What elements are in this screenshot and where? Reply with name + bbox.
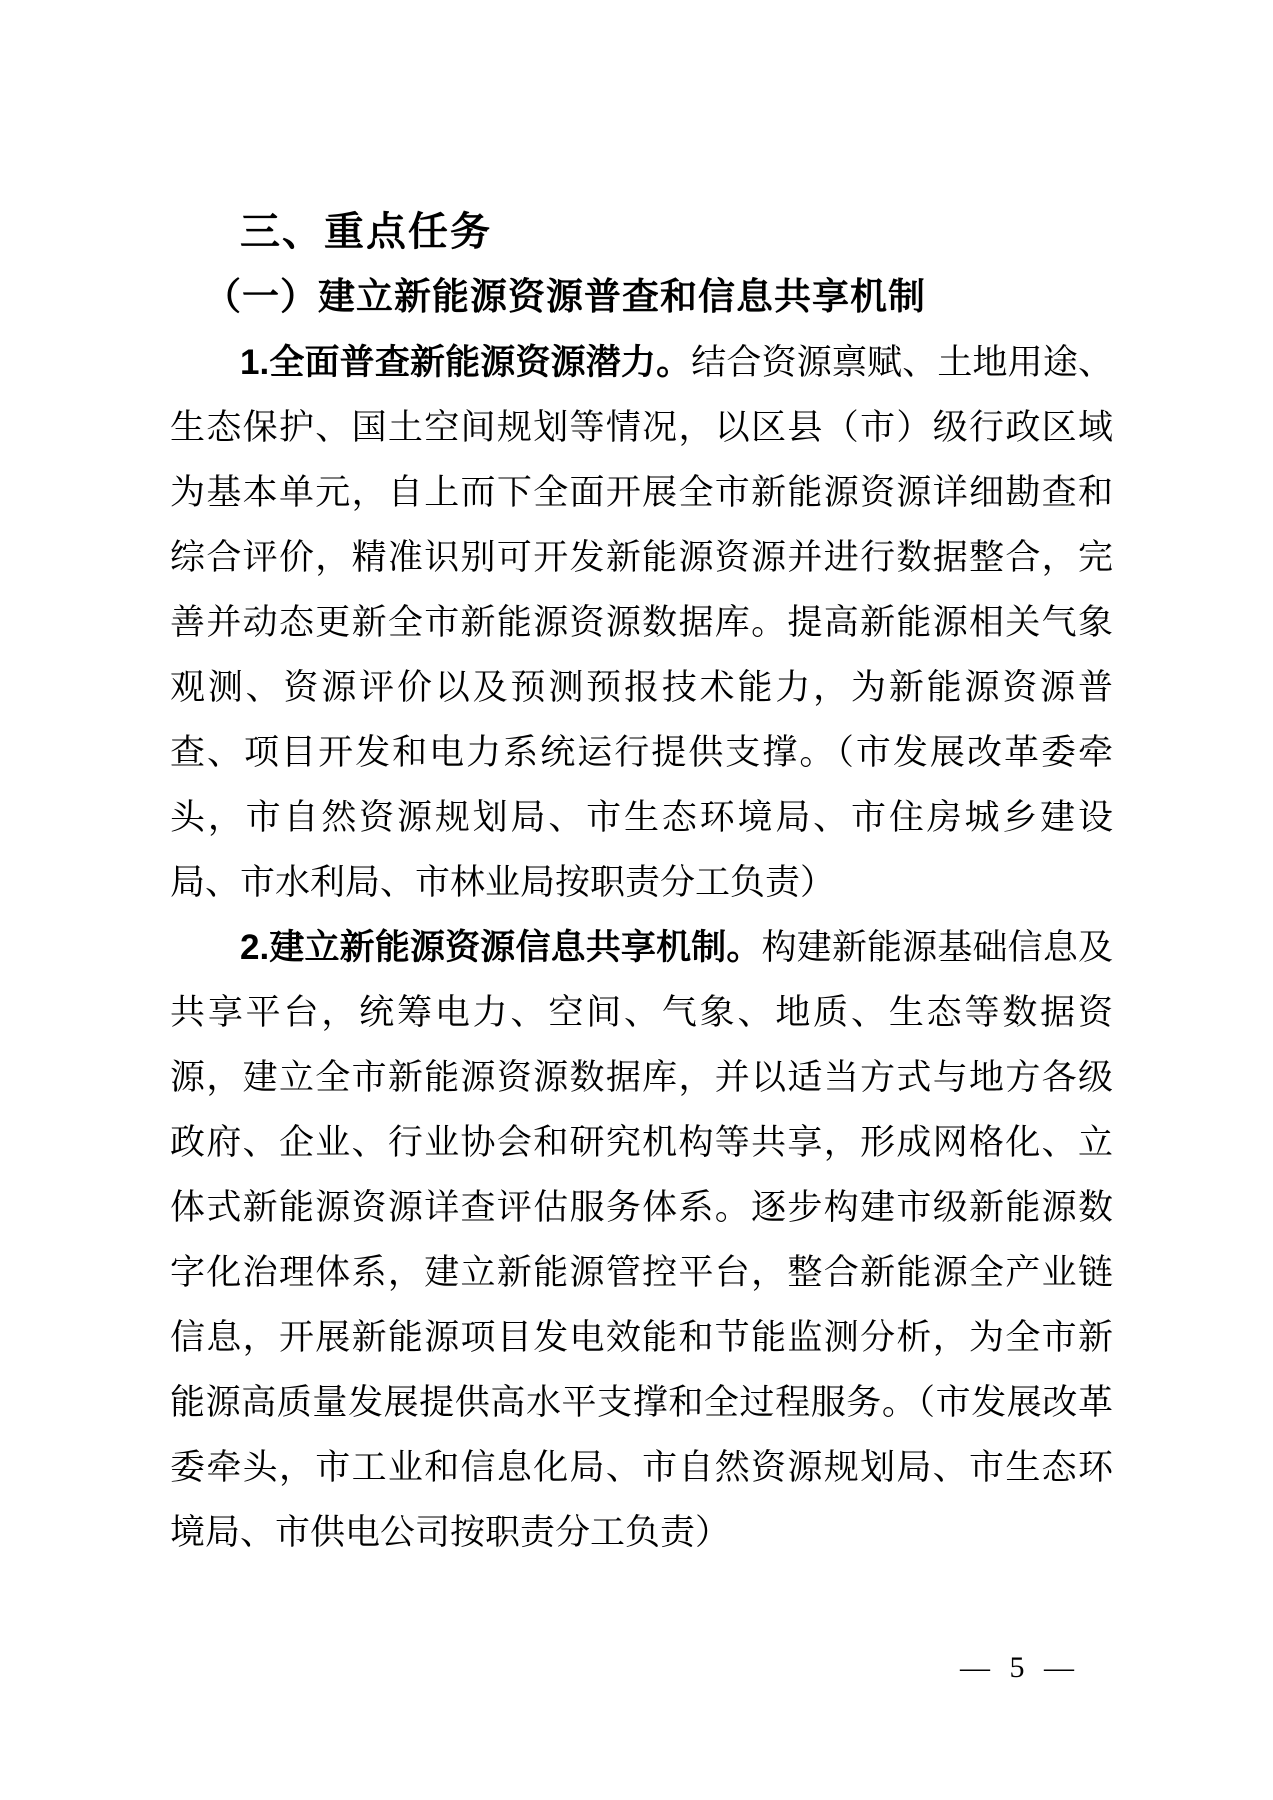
paragraph-1-body: 结合资源禀赋、土地用途、生态保护、国土空间规划等情况，以区县（市）级行政区域为基本单元，自上而下全面开展全市新能源资源详细勘查和综合评价，精准识别可开发新能源资源并进行数据整合，完善并动态更新全市新能源资源数据库。提高新能源相关气象观测、资源评价以及预测预报技术能力，为新能源资源普查、项目开发和电力系统运行提供支撑。 <box>170 343 1113 772</box>
page-number: — 5 — <box>960 1651 1080 1684</box>
paragraph-task-1 <box>170 330 1113 915</box>
section-heading: 三、重点任务 <box>240 210 492 254</box>
paragraph-1-lead: 1.全面普查新能源资源潜力。 <box>240 343 692 382</box>
subsection-heading: （一）建立新能源资源普查和信息共享机制 <box>204 277 926 318</box>
paragraph-2-responsibility: （市发展改革委牵头，市工业和信息化局、市自然资源规划局、市生态环境局、市供电公司按职责分工负责） <box>170 1383 1113 1552</box>
paragraph-task-2 <box>170 915 1113 1565</box>
paragraph-2-body: 构建新能源基础信息及共享平台，统筹电力、空间、气象、地质、生态等数据资源，建立全市新能源资源数据库，并以适当方式与地方各级政府、企业、行业协会和研究机构等共享，形成网格化、立体式新能源资源详查评估服务体系。逐步构建市级新能源数字化治理体系，建立新能源管控平台，整合新能源全产业链信息，开展新能源项目发电效能和节能监测分析，为全市新能源高质量发展提供高水平支撑和全过程服务。 <box>170 928 1113 1422</box>
document-content <box>170 200 1113 1565</box>
paragraph-2-lead: 2.建立新能源资源信息共享机制。 <box>240 928 762 967</box>
paragraph-1-responsibility: （市发展改革委牵头，市自然资源规划局、市生态环境局、市住房城乡建设局、市水利局、市林业局按职责分工负责） <box>170 733 1113 902</box>
